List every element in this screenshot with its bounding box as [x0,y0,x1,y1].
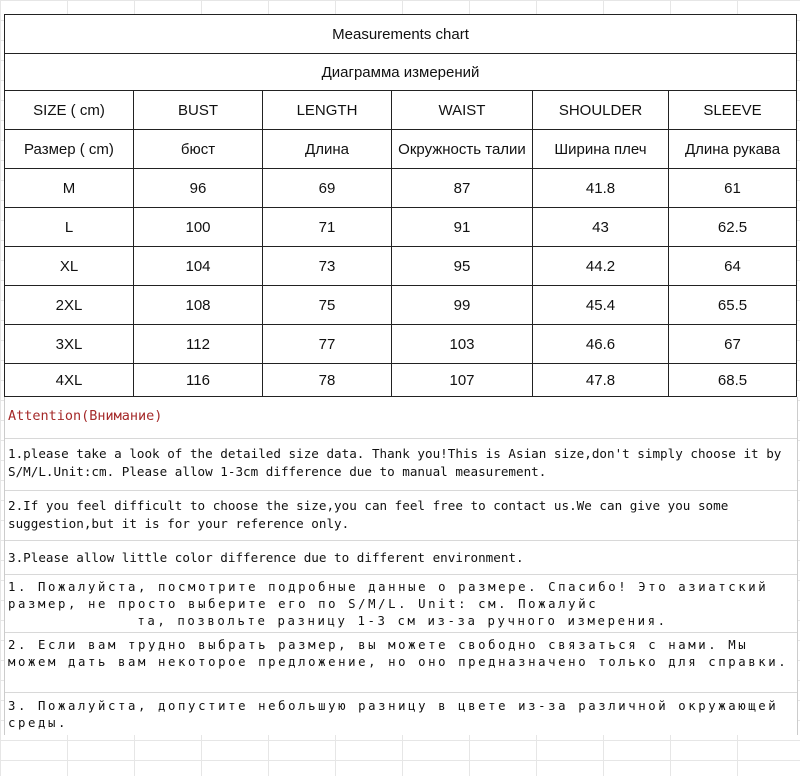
table-cell: 112 [134,325,263,364]
table-cell: 116 [134,364,263,397]
table-cell: 100 [134,208,263,247]
header-cell: WAIST [392,91,533,130]
table-cell: 107 [392,364,533,397]
table-cell: 44.2 [533,247,669,286]
header-cell-ru: Длина рукава [669,130,797,169]
note-ru-1-line-a: 1. Пожалуйста, посмотрите подробные данные о размере. Спасибо! Это азиатский размер, не просто выберите его по S/M/L. Unit: см. Пожалуйс [8,580,769,611]
table-cell: 65.5 [669,286,797,325]
note-ru-2: 2. Если вам трудно выбрать размер, вы можете свободно связаться с нами. Мы можем дать вам некоторое предложение, но оно предназначено только для справки. [5,633,797,693]
note-ru-1-line-b: та, позвольте разницу 1-3 см из-за ручного измерения. [137,614,668,628]
table-cell: 78 [263,364,392,397]
table-cell: 67 [669,325,797,364]
table-cell: 73 [263,247,392,286]
header-cell-ru: Ширина плеч [533,130,669,169]
table-cell: 108 [134,286,263,325]
table-cell: 68.5 [669,364,797,397]
header-row [5,91,797,130]
notes-section [4,397,798,735]
header-cell-ru: Окружность талии [392,130,533,169]
table-cell: 95 [392,247,533,286]
table-cell: 64 [669,247,797,286]
table-cell: 99 [392,286,533,325]
table-cell: 41.8 [533,169,669,208]
header-cell: LENGTH [263,91,392,130]
table-cell: 62.5 [669,208,797,247]
header-cell: SLEEVE [669,91,797,130]
table-title: Measurements chart [5,15,797,54]
note-1: 1.please take a look of the detailed size data. Thank you!This is Asian size,don't simply choose it by S/M/L.Unit:cm. Please allow 1-3cm difference due to manual measurement. [5,439,797,491]
header-cell-ru: Длина [263,130,392,169]
table-cell: M [5,169,134,208]
table-cell: 61 [669,169,797,208]
header-cell: SHOULDER [533,91,669,130]
table-cell: 71 [263,208,392,247]
table-row [5,286,797,325]
note-2: 2.If you feel difficult to choose the size,you can feel free to contact us.We can give you some suggestion,but it is for your reference only. [5,491,797,541]
table-cell: 87 [392,169,533,208]
table-cell: 75 [263,286,392,325]
table-row [5,325,797,364]
table-cell: 47.8 [533,364,669,397]
table-cell: 103 [392,325,533,364]
header-cell: SIZE ( cm) [5,91,134,130]
table-cell: 43 [533,208,669,247]
measurements-table [4,14,797,397]
header-cell-ru: Размер ( cm) [5,130,134,169]
table-title-ru: Диаграмма измерений [5,54,797,91]
table-cell: 77 [263,325,392,364]
note-3: 3.Please allow little color difference due to different environment. [5,541,797,575]
table-row [5,247,797,286]
attention-heading: Attention(Внимание) [5,397,797,439]
header-cell: BUST [134,91,263,130]
table-cell: 2XL [5,286,134,325]
table-cell: 91 [392,208,533,247]
header-cell-ru: бюст [134,130,263,169]
note-ru-1 [5,575,797,633]
header-row-ru [5,130,797,169]
table-cell: 3XL [5,325,134,364]
table-cell: 69 [263,169,392,208]
table-row [5,169,797,208]
table-row [5,364,797,397]
table-cell: XL [5,247,134,286]
size-chart-sheet [4,14,796,735]
table-cell: 4XL [5,364,134,397]
note-ru-3: 3. Пожалуйста, допустите небольшую разницу в цвете из-за различной окружающей среды. [8,699,779,730]
table-cell: 45.4 [533,286,669,325]
table-cell: 104 [134,247,263,286]
table-row [5,208,797,247]
table-cell: 96 [134,169,263,208]
table-cell: 46.6 [533,325,669,364]
table-cell: L [5,208,134,247]
